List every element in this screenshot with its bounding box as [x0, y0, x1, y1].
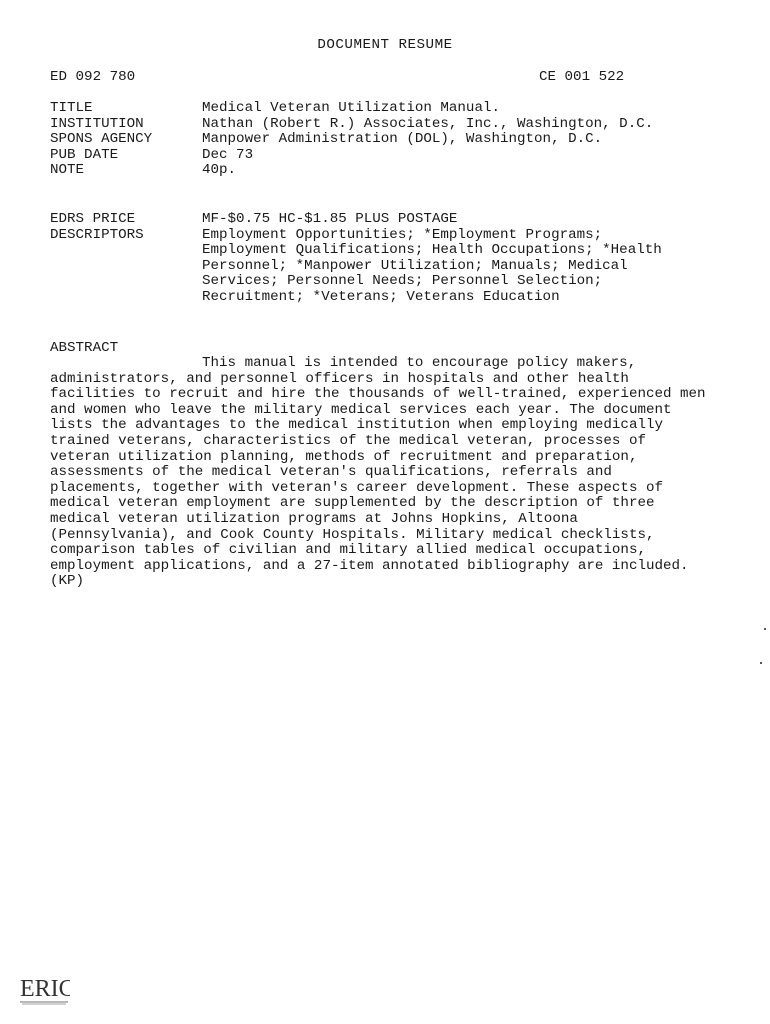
- field-value: Medical Veteran Utilization Manual.: [202, 100, 500, 116]
- ce-number: CE 001 522: [539, 69, 625, 85]
- eric-logo-icon: [18, 966, 70, 1006]
- document-title: DOCUMENT RESUME: [317, 37, 453, 53]
- ed-number: ED 092 780: [50, 69, 136, 85]
- bibliographic-fields: [50, 101, 710, 179]
- indexing-fields: [50, 212, 710, 306]
- field-label: DESCRIPTORS: [50, 226, 144, 243]
- abstract-text: This manual is intended to encourage policy makers, administrators, and personnel officers in hospitals and other health facilities to recruit and hire the thousands of well-trained, experienced men and women who leave the military medical services each year. The document lists the advantages to the medical institution when employing medically trained veterans, characteristics of the medical veteran, processes of veteran utilization planning, methods of recruitment and preparation, assessments of the medical veteran's qualifications, referrals and placements, together with veteran's career development. These aspects of medical veteran employment are supplemented by the description of three medical veteran utilization programs at Johns Hopkins, Altoona (Pennsylvania), and Cook County Hospitals. Military medical checklists, comparison tables of civilian and military allied medical occupations, employment applications, and a 27-item annotated bibliography are included. (KP): [50, 355, 706, 590]
- logo-text: ERIC: [20, 976, 70, 1002]
- field-value: 40p.: [202, 162, 237, 179]
- field-label: NOTE: [50, 162, 85, 179]
- field-institution: [50, 117, 710, 133]
- field-edrs-price: [50, 212, 710, 228]
- field-label: TITLE: [50, 100, 93, 116]
- abstract-heading: ABSTRACT: [50, 340, 119, 356]
- field-value: Employment Opportunities; *Employment Programs; Employment Qualifications; Health Occupations; *Health Personnel; *Manpower Utilization; Manuals; Medical Services; Personnel Needs; Personnel Selection; Recruitment; *Veterans; Veterans Education: [202, 226, 662, 305]
- field-note: [50, 163, 710, 179]
- field-spons-agency: [50, 132, 710, 148]
- field-value: Manpower Administration (DOL), Washington, D.C.: [202, 131, 603, 148]
- field-pub-date: [50, 148, 710, 164]
- scan-speck: [764, 628, 766, 630]
- field-title: [50, 101, 710, 117]
- field-label: INSTITUTION: [50, 115, 144, 132]
- scan-speck: [760, 662, 762, 664]
- field-value: MF-$0.75 HC-$1.85 PLUS POSTAGE: [202, 211, 458, 227]
- field-descriptors: [50, 228, 710, 306]
- field-label: SPONS AGENCY: [50, 131, 153, 148]
- field-value: Nathan (Robert R.) Associates, Inc., Washington, D.C.: [202, 115, 654, 132]
- field-label: EDRS PRICE: [50, 211, 136, 227]
- field-value: Dec 73: [202, 146, 254, 163]
- field-label: PUB DATE: [50, 146, 119, 163]
